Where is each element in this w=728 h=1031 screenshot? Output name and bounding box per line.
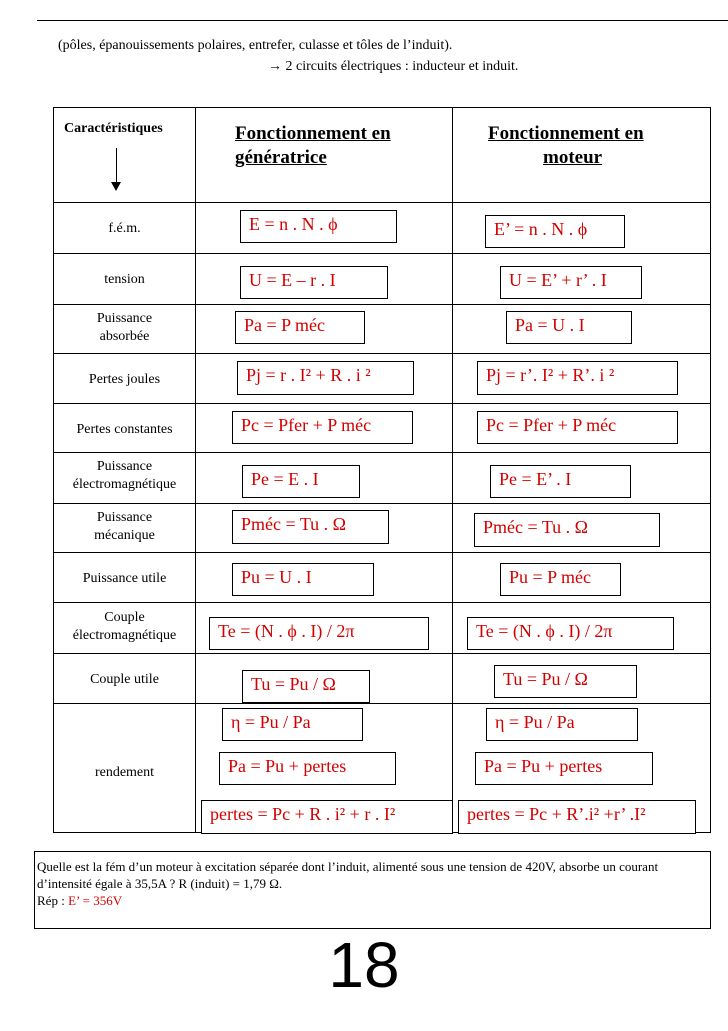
formula-gen-pa-sum: Pa = Pu + pertes bbox=[219, 752, 396, 785]
row-label-pertes-joules: Pertes joules bbox=[88, 372, 161, 387]
formula-gen-pertes-joules: Pj = r . I² + R . i ² bbox=[237, 361, 414, 395]
formula-mot-rendement: η = Pu / Pa bbox=[486, 708, 638, 741]
row-label-rendement: rendement bbox=[94, 765, 155, 780]
row-divider bbox=[54, 202, 710, 203]
formula-mot-puissance-absorbee: Pa = U . I bbox=[506, 311, 632, 344]
header-generator-line-1: Fonctionnement en bbox=[235, 123, 391, 144]
formula-mot-pertes-constantes: Pc = Pfer + P méc bbox=[477, 411, 678, 444]
down-arrow-icon bbox=[116, 148, 117, 184]
header-motor-line-1: Fonctionnement en bbox=[488, 123, 644, 144]
row-divider bbox=[54, 304, 710, 305]
formula-gen-puissance-mecanique: Pméc = Tu . Ω bbox=[232, 510, 389, 544]
exercise-box bbox=[34, 851, 711, 929]
row-divider bbox=[54, 602, 710, 603]
formula-mot-pa-sum: Pa = Pu + pertes bbox=[475, 752, 653, 785]
formula-gen-rendement: η = Pu / Pa bbox=[222, 708, 363, 741]
formula-mot-pertes-joules: Pj = r’. I² + R’. i ² bbox=[477, 361, 678, 395]
formula-gen-puissance-utile: Pu = U . I bbox=[232, 563, 374, 596]
row-label-puissance-utile: Puissance utile bbox=[82, 571, 167, 586]
exercise-question: Quelle est la fém d’un moteur à excitation séparée dont l’induit, alimenté sous une tension de 420V, absorbe un courant d’intensité égale à 35,5A ? R (induit) = 1,79 Ω. bbox=[37, 859, 659, 891]
page-number: 18 bbox=[328, 929, 400, 1001]
formula-mot-couple-utile: Tu = Pu / Ω bbox=[494, 665, 637, 698]
row-divider bbox=[54, 552, 710, 553]
header-characteristics: Caractéristiques bbox=[64, 121, 163, 136]
row-divider bbox=[54, 452, 710, 453]
formula-gen-fem: E = n . N . ϕ bbox=[240, 210, 397, 243]
row-label-pertes-constantes: Pertes constantes bbox=[76, 422, 173, 437]
formula-mot-puissance-utile: Pu = P méc bbox=[500, 563, 621, 596]
formula-mot-pertes: pertes = Pc + R’.i² +r’ .I² bbox=[458, 800, 696, 834]
formula-gen-couple-utile: Tu = Pu / Ω bbox=[242, 670, 370, 703]
header-motor-line-2: moteur bbox=[543, 147, 603, 168]
top-rule bbox=[37, 20, 728, 21]
row-label-couple-electromagnetique: Couple électromagnétique bbox=[72, 610, 177, 643]
row-label-puissance-electromagnetique: Puissance électromagnétique bbox=[72, 459, 177, 492]
formula-gen-puissance-electromagnetique: Pe = E . I bbox=[242, 465, 360, 498]
row-divider bbox=[54, 253, 710, 254]
row-divider bbox=[54, 403, 710, 404]
formula-gen-pertes-constantes: Pc = Pfer + P méc bbox=[232, 411, 413, 444]
formula-gen-tension: U = E – r . I bbox=[240, 266, 388, 299]
row-label-couple-utile: Couple utile bbox=[90, 672, 159, 687]
intro-line-1: (pôles, épanouissements polaires, entrefer, culasse et tôles de l’induit). bbox=[58, 38, 453, 53]
exercise-answer bbox=[37, 892, 708, 909]
formula-gen-couple-electromagnetique: Te = (N . ϕ . I) / 2π bbox=[209, 617, 429, 650]
formula-mot-puissance-electromagnetique: Pe = E’ . I bbox=[490, 465, 631, 498]
formula-gen-pertes: pertes = Pc + R . i² + r . I² bbox=[201, 800, 453, 834]
answer-value: E’ = 356V bbox=[68, 893, 123, 908]
formula-mot-fem: E’ = n . N . ϕ bbox=[485, 215, 625, 248]
intro-line-2: → 2 circuits électriques : inducteur et induit. bbox=[268, 59, 519, 74]
row-label-puissance-absorbee: Puissance absorbée bbox=[96, 311, 153, 344]
answer-label: Rép : bbox=[37, 893, 69, 908]
column-divider bbox=[452, 108, 453, 832]
row-divider bbox=[54, 703, 710, 704]
column-divider bbox=[195, 108, 196, 832]
row-divider bbox=[54, 653, 710, 654]
formula-mot-puissance-mecanique: Pméc = Tu . Ω bbox=[474, 513, 660, 547]
formula-mot-tension: U = E’ + r’ . I bbox=[500, 266, 642, 299]
down-arrow-head-icon bbox=[111, 182, 121, 191]
row-label-fem: f.é.m. bbox=[108, 221, 141, 236]
row-label-puissance-mecanique: Puissance mécanique bbox=[94, 510, 155, 543]
row-divider bbox=[54, 353, 710, 354]
formula-gen-puissance-absorbee: Pa = P méc bbox=[235, 311, 365, 344]
formula-mot-couple-electromagnetique: Te = (N . ϕ . I) / 2π bbox=[467, 617, 674, 650]
header-generator-line-2: génératrice bbox=[235, 147, 327, 168]
row-divider bbox=[54, 503, 710, 504]
row-label-tension: tension bbox=[104, 272, 145, 287]
